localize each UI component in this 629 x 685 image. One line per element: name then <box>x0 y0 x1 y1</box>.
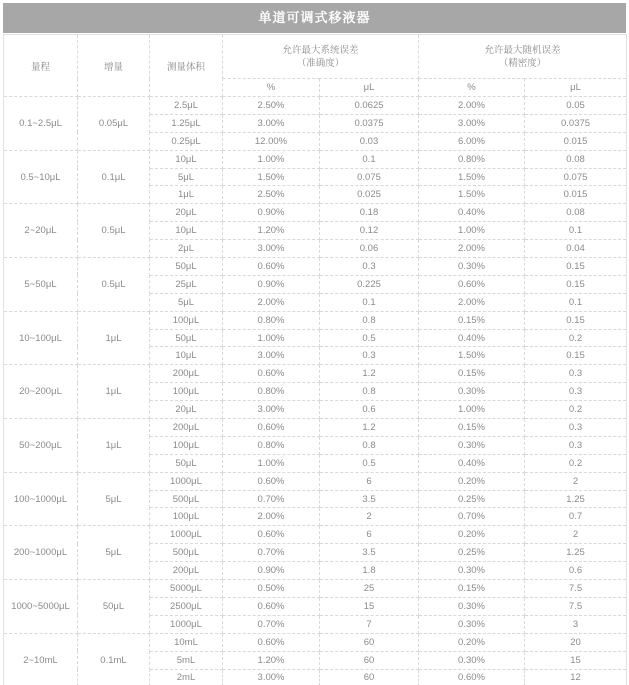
rand-ul-cell: 0.1 <box>525 222 627 240</box>
rand-ul-cell: 1.25 <box>525 544 627 562</box>
rand-pct-cell: 0.30% <box>419 597 525 615</box>
rand-ul-cell: 0.15 <box>525 311 627 329</box>
volume-cell: 1.25μL <box>150 114 223 132</box>
volume-cell: 5000μL <box>150 580 223 598</box>
rand-ul-cell: 0.075 <box>525 168 627 186</box>
sys-ul-cell: 60 <box>320 633 419 651</box>
rand-pct-cell: 1.50% <box>419 347 525 365</box>
sys-pct-cell: 3.00% <box>223 669 320 685</box>
sys-pct-cell: 0.70% <box>223 544 320 562</box>
volume-cell: 2500μL <box>150 597 223 615</box>
table-row <box>4 150 627 168</box>
rand-ul-cell: 7.5 <box>525 580 627 598</box>
sys-pct-cell: 0.80% <box>223 436 320 454</box>
volume-cell: 5mL <box>150 651 223 669</box>
rand-pct-cell: 1.50% <box>419 168 525 186</box>
sys-pct-cell: 0.90% <box>223 204 320 222</box>
sys-ul-cell: 60 <box>320 669 419 685</box>
sys-ul-cell: 2 <box>320 508 419 526</box>
rand-pct-cell: 2.00% <box>419 293 525 311</box>
rand-pct-cell: 6.00% <box>419 132 525 150</box>
increment-cell: 0.1mL <box>78 633 150 685</box>
sys-ul-cell: 0.0625 <box>320 97 419 115</box>
rand-ul-cell: 0.15 <box>525 275 627 293</box>
rand-pct-cell: 0.15% <box>419 365 525 383</box>
range-cell: 5~50μL <box>4 258 78 312</box>
increment-cell: 1μL <box>78 419 150 473</box>
sys-pct-cell: 1.50% <box>223 168 320 186</box>
volume-cell: 100μL <box>150 508 223 526</box>
rand-pct-cell: 0.30% <box>419 258 525 276</box>
sys-pct-cell: 1.00% <box>223 329 320 347</box>
rand-pct-cell: 0.60% <box>419 669 525 685</box>
column-header-random-error <box>419 35 627 79</box>
rand-ul-cell: 0.6 <box>525 562 627 580</box>
volume-cell: 200μL <box>150 562 223 580</box>
systematic-error-label: 允许最大系统误差 <box>282 44 359 56</box>
rand-ul-cell: 0.1 <box>525 293 627 311</box>
rand-pct-cell: 2.00% <box>419 240 525 258</box>
table-row <box>4 472 627 490</box>
sys-ul-cell: 3.5 <box>320 544 419 562</box>
sys-ul-cell: 0.8 <box>320 383 419 401</box>
sys-pct-cell: 0.60% <box>223 365 320 383</box>
range-cell: 200~1000μL <box>4 526 78 580</box>
sys-ul-cell: 0.075 <box>320 168 419 186</box>
column-header-range: 量程 <box>4 35 78 97</box>
sys-pct-cell: 3.00% <box>223 401 320 419</box>
volume-cell: 50μL <box>150 258 223 276</box>
increment-cell: 0.05μL <box>78 97 150 151</box>
rand-pct-cell: 0.20% <box>419 526 525 544</box>
sys-ul-cell: 60 <box>320 651 419 669</box>
sys-pct-cell: 3.00% <box>223 347 320 365</box>
table-row <box>4 258 627 276</box>
volume-cell: 50μL <box>150 454 223 472</box>
volume-cell: 10mL <box>150 633 223 651</box>
sys-ul-cell: 0.0375 <box>320 114 419 132</box>
volume-cell: 1000μL <box>150 526 223 544</box>
sys-pct-cell: 2.50% <box>223 97 320 115</box>
increment-cell: 5μL <box>78 472 150 526</box>
volume-cell: 500μL <box>150 490 223 508</box>
table-row <box>4 633 627 651</box>
spec-table-body <box>4 97 627 685</box>
rand-pct-cell: 0.70% <box>419 508 525 526</box>
volume-cell: 20μL <box>150 204 223 222</box>
rand-pct-cell: 0.15% <box>419 419 525 437</box>
table-row <box>4 97 627 115</box>
rand-ul-cell: 0.015 <box>525 186 627 204</box>
sys-pct-cell: 0.90% <box>223 275 320 293</box>
sys-pct-cell: 3.00% <box>223 114 320 132</box>
rand-pct-cell: 1.50% <box>419 186 525 204</box>
rand-pct-cell: 0.30% <box>419 562 525 580</box>
increment-cell: 0.5μL <box>78 204 150 258</box>
rand-pct-cell: 0.20% <box>419 633 525 651</box>
spec-table-header <box>4 35 627 97</box>
sys-ul-cell: 25 <box>320 580 419 598</box>
sys-microliter-unit-header: μL <box>320 79 419 97</box>
rand-ul-cell: 0.2 <box>525 454 627 472</box>
sys-ul-cell: 0.5 <box>320 329 419 347</box>
range-cell: 10~100μL <box>4 311 78 365</box>
rand-pct-cell: 0.40% <box>419 329 525 347</box>
range-cell: 0.1~2.5μL <box>4 97 78 151</box>
rand-pct-cell: 1.00% <box>419 222 525 240</box>
sys-ul-cell: 0.18 <box>320 204 419 222</box>
volume-cell: 10μL <box>150 347 223 365</box>
sys-ul-cell: 15 <box>320 597 419 615</box>
range-cell: 20~200μL <box>4 365 78 419</box>
sys-pct-cell: 0.60% <box>223 633 320 651</box>
rand-ul-cell: 0.2 <box>525 329 627 347</box>
rand-ul-cell: 0.04 <box>525 240 627 258</box>
random-error-label: 允许最大随机误差 <box>484 44 561 56</box>
volume-cell: 2.5μL <box>150 97 223 115</box>
sys-ul-cell: 0.12 <box>320 222 419 240</box>
sys-ul-cell: 0.8 <box>320 436 419 454</box>
sys-ul-cell: 6 <box>320 526 419 544</box>
rand-pct-cell: 3.00% <box>419 114 525 132</box>
sys-ul-cell: 0.025 <box>320 186 419 204</box>
header-row-main <box>4 35 627 79</box>
sys-ul-cell: 0.225 <box>320 275 419 293</box>
volume-cell: 1μL <box>150 186 223 204</box>
rand-ul-cell: 0.08 <box>525 204 627 222</box>
rand-ul-cell: 0.0375 <box>525 114 627 132</box>
rand-percent-unit-header: % <box>419 79 525 97</box>
sys-pct-cell: 0.80% <box>223 383 320 401</box>
rand-ul-cell: 0.15 <box>525 258 627 276</box>
precision-label: （精密度） <box>498 57 547 69</box>
rand-pct-cell: 0.30% <box>419 651 525 669</box>
sys-ul-cell: 0.1 <box>320 293 419 311</box>
rand-pct-cell: 0.30% <box>419 436 525 454</box>
range-cell: 1000~5000μL <box>4 580 78 634</box>
rand-pct-cell: 0.40% <box>419 454 525 472</box>
sys-pct-cell: 2.50% <box>223 186 320 204</box>
volume-cell: 5μL <box>150 293 223 311</box>
rand-ul-cell: 0.015 <box>525 132 627 150</box>
rand-ul-cell: 0.7 <box>525 508 627 526</box>
rand-ul-cell: 0.2 <box>525 401 627 419</box>
rand-ul-cell: 1.25 <box>525 490 627 508</box>
rand-pct-cell: 0.25% <box>419 544 525 562</box>
volume-cell: 50μL <box>150 329 223 347</box>
table-row <box>4 526 627 544</box>
range-cell: 2~10mL <box>4 633 78 685</box>
rand-ul-cell: 12 <box>525 669 627 685</box>
sys-pct-cell: 0.70% <box>223 490 320 508</box>
table-row <box>4 311 627 329</box>
rand-pct-cell: 2.00% <box>419 97 525 115</box>
increment-cell: 50μL <box>78 580 150 634</box>
table-row <box>4 365 627 383</box>
volume-cell: 200μL <box>150 419 223 437</box>
volume-cell: 100μL <box>150 383 223 401</box>
rand-ul-cell: 0.3 <box>525 419 627 437</box>
sys-pct-cell: 1.20% <box>223 222 320 240</box>
rand-microliter-unit-header: μL <box>525 79 627 97</box>
rand-pct-cell: 0.25% <box>419 490 525 508</box>
range-cell: 2~20μL <box>4 204 78 258</box>
increment-cell: 1μL <box>78 311 150 365</box>
rand-pct-cell: 0.15% <box>419 580 525 598</box>
rand-ul-cell: 0.3 <box>525 436 627 454</box>
sys-ul-cell: 0.3 <box>320 258 419 276</box>
rand-ul-cell: 0.15 <box>525 347 627 365</box>
rand-ul-cell: 0.05 <box>525 97 627 115</box>
sys-pct-cell: 0.60% <box>223 597 320 615</box>
rand-pct-cell: 0.30% <box>419 383 525 401</box>
sys-pct-cell: 0.50% <box>223 580 320 598</box>
sys-pct-cell: 0.70% <box>223 615 320 633</box>
sys-pct-cell: 1.00% <box>223 150 320 168</box>
increment-cell: 5μL <box>78 526 150 580</box>
volume-cell: 25μL <box>150 275 223 293</box>
sys-pct-cell: 1.20% <box>223 651 320 669</box>
volume-cell: 0.25μL <box>150 132 223 150</box>
volume-cell: 500μL <box>150 544 223 562</box>
sys-ul-cell: 1.2 <box>320 419 419 437</box>
increment-cell: 0.1μL <box>78 150 150 204</box>
rand-ul-cell: 0.08 <box>525 150 627 168</box>
sys-ul-cell: 0.03 <box>320 132 419 150</box>
sys-pct-cell: 2.00% <box>223 293 320 311</box>
rand-pct-cell: 0.60% <box>419 275 525 293</box>
rand-ul-cell: 20 <box>525 633 627 651</box>
volume-cell: 2mL <box>150 669 223 685</box>
sys-ul-cell: 0.6 <box>320 401 419 419</box>
column-header-volume: 测量体积 <box>150 35 223 97</box>
table-row <box>4 204 627 222</box>
column-header-systematic-error <box>223 35 419 79</box>
rand-ul-cell: 3 <box>525 615 627 633</box>
rand-pct-cell: 0.15% <box>419 311 525 329</box>
accuracy-label: （准确度） <box>296 57 345 69</box>
rand-ul-cell: 0.3 <box>525 383 627 401</box>
rand-pct-cell: 0.20% <box>419 472 525 490</box>
column-header-increment: 增量 <box>78 35 150 97</box>
rand-pct-cell: 0.40% <box>419 204 525 222</box>
table-row <box>4 419 627 437</box>
sys-pct-cell: 0.80% <box>223 311 320 329</box>
sys-ul-cell: 1.8 <box>320 562 419 580</box>
volume-cell: 100μL <box>150 436 223 454</box>
rand-ul-cell: 2 <box>525 472 627 490</box>
table-row <box>4 580 627 598</box>
rand-pct-cell: 1.00% <box>419 401 525 419</box>
rand-ul-cell: 0.3 <box>525 365 627 383</box>
range-cell: 50~200μL <box>4 419 78 473</box>
sys-ul-cell: 0.1 <box>320 150 419 168</box>
volume-cell: 1000μL <box>150 615 223 633</box>
volume-cell: 5μL <box>150 168 223 186</box>
range-cell: 100~1000μL <box>4 472 78 526</box>
spec-table <box>3 34 627 685</box>
volume-cell: 100μL <box>150 311 223 329</box>
volume-cell: 2μL <box>150 240 223 258</box>
sys-pct-cell: 0.60% <box>223 258 320 276</box>
sys-pct-cell: 0.60% <box>223 419 320 437</box>
sys-ul-cell: 0.3 <box>320 347 419 365</box>
sys-ul-cell: 0.8 <box>320 311 419 329</box>
sys-pct-cell: 1.00% <box>223 454 320 472</box>
increment-cell: 1μL <box>78 365 150 419</box>
sys-pct-cell: 0.90% <box>223 562 320 580</box>
volume-cell: 200μL <box>150 365 223 383</box>
sys-pct-cell: 0.60% <box>223 472 320 490</box>
sys-pct-cell: 12.00% <box>223 132 320 150</box>
sys-ul-cell: 0.5 <box>320 454 419 472</box>
sys-ul-cell: 6 <box>320 472 419 490</box>
rand-pct-cell: 0.30% <box>419 615 525 633</box>
sys-pct-cell: 3.00% <box>223 240 320 258</box>
rand-ul-cell: 7.5 <box>525 597 627 615</box>
rand-pct-cell: 0.80% <box>419 150 525 168</box>
range-cell: 0.5~10μL <box>4 150 78 204</box>
volume-cell: 10μL <box>150 150 223 168</box>
table-title: 单道可调式移液器 <box>3 3 626 33</box>
volume-cell: 1000μL <box>150 472 223 490</box>
sys-ul-cell: 0.06 <box>320 240 419 258</box>
sys-percent-unit-header: % <box>223 79 320 97</box>
volume-cell: 20μL <box>150 401 223 419</box>
rand-ul-cell: 15 <box>525 651 627 669</box>
sys-ul-cell: 7 <box>320 615 419 633</box>
sys-ul-cell: 1.2 <box>320 365 419 383</box>
rand-ul-cell: 2 <box>525 526 627 544</box>
sys-pct-cell: 2.00% <box>223 508 320 526</box>
increment-cell: 0.5μL <box>78 258 150 312</box>
volume-cell: 10μL <box>150 222 223 240</box>
sys-pct-cell: 0.60% <box>223 526 320 544</box>
sys-ul-cell: 3.5 <box>320 490 419 508</box>
